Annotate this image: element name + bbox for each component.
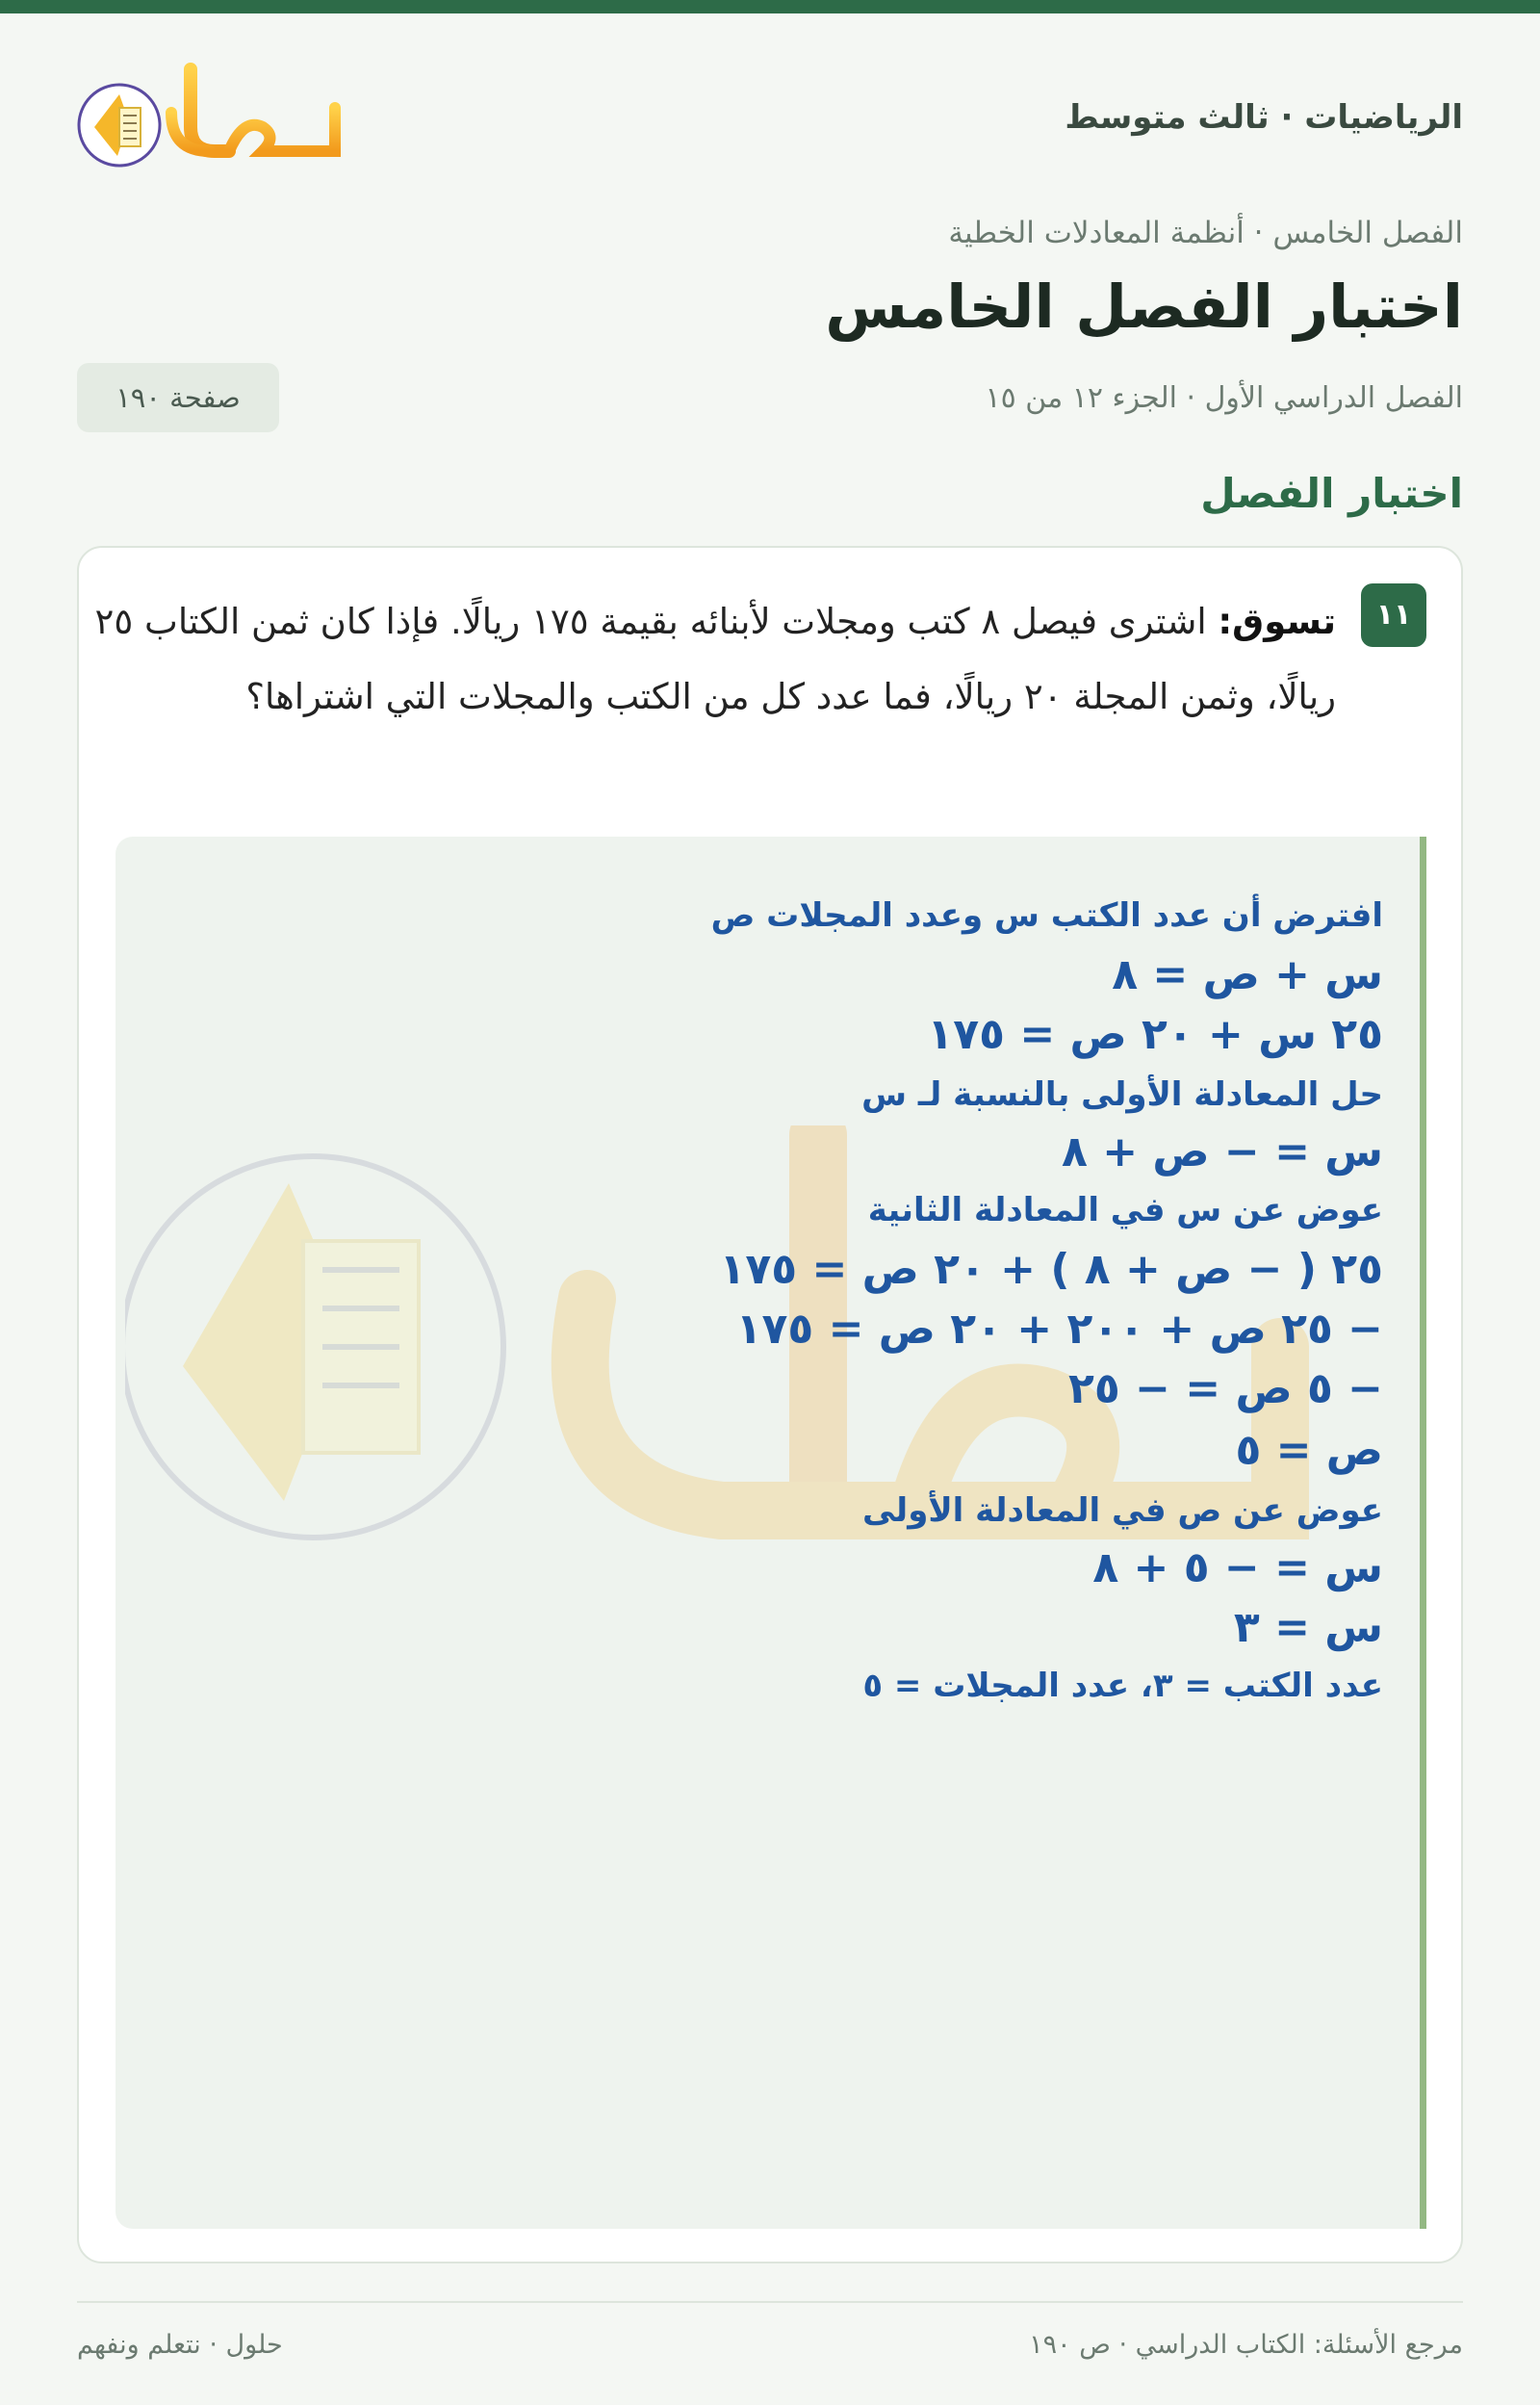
solution-note: عوض عن ص في المعادلة الأولى [862,1491,1383,1530]
term-part-info: الفصل الدراسي الأول · الجزء ١٢ من ١٥ [985,381,1463,415]
question-label: تسوق: [1218,601,1336,642]
footer-divider [77,2301,1463,2303]
footer-reference: مرجع الأسئلة: الكتاب الدراسي · ص ١٩٠ [1029,2330,1463,2360]
equation-line: ٢٥ ( − ص + ٨ ) + ٢٠ ص = ١٧٥ [719,1245,1383,1294]
equation-line: س = − ص + ٨ [1062,1127,1383,1177]
equation-line: − ٢٥ ص + ٢٠٠ + ٢٠ ص = ١٧٥ [735,1305,1383,1354]
site-logo[interactable] [75,60,345,175]
solution-note: حل المعادلة الأولى بالنسبة لـ س [861,1075,1383,1114]
question-body: اشترى فيصل ٨ كتب ومجلات لأبنائه بقيمة ١٧٥ ريالًا. فإذا كان ثمن الكتاب ٢٥ ريالًا، وثمن المجلة ٢٠ ريالًا، فما عدد كل من الكتب والمجلات التي اشتراها؟ [94,601,1336,717]
question-text [94,584,1336,735]
question-number-badge: ١١ [1361,583,1426,647]
subject-grade-label: الرياضيات · ثالث متوسط [1065,98,1463,137]
equation-line: − ٥ ص = − ٢٥ [1068,1364,1383,1413]
solution-note: عوض عن س في المعادلة الثانية [867,1191,1383,1229]
equation-line: س = − ٥ + ٨ [1092,1543,1383,1592]
equation-line: س = ٣ [1233,1603,1383,1652]
question-card [77,546,1463,2263]
top-accent-bar [0,0,1540,13]
equation-line: ٢٥ س + ٢٠ ص = ١٧٥ [927,1010,1383,1059]
solution-box [116,837,1426,2229]
section-heading: اختبار الفصل [1200,470,1463,517]
solution-note: افترض أن عدد الكتب س وعدد المجلات ص [710,896,1383,935]
solution-note: عدد الكتب = ٣، عدد المجلات = ٥ [862,1667,1383,1705]
page-title: اختبار الفصل الخامس [825,272,1463,342]
equation-line: ص = ٥ [1235,1426,1383,1475]
page-number-badge: صفحة ١٩٠ [77,363,279,432]
equation-line: س + ص = ٨ [1112,950,1383,999]
breadcrumb[interactable]: الفصل الخامس · أنظمة المعادلات الخطية [948,216,1463,250]
footer-brand: حلول · نتعلم ونفهم [77,2330,283,2360]
